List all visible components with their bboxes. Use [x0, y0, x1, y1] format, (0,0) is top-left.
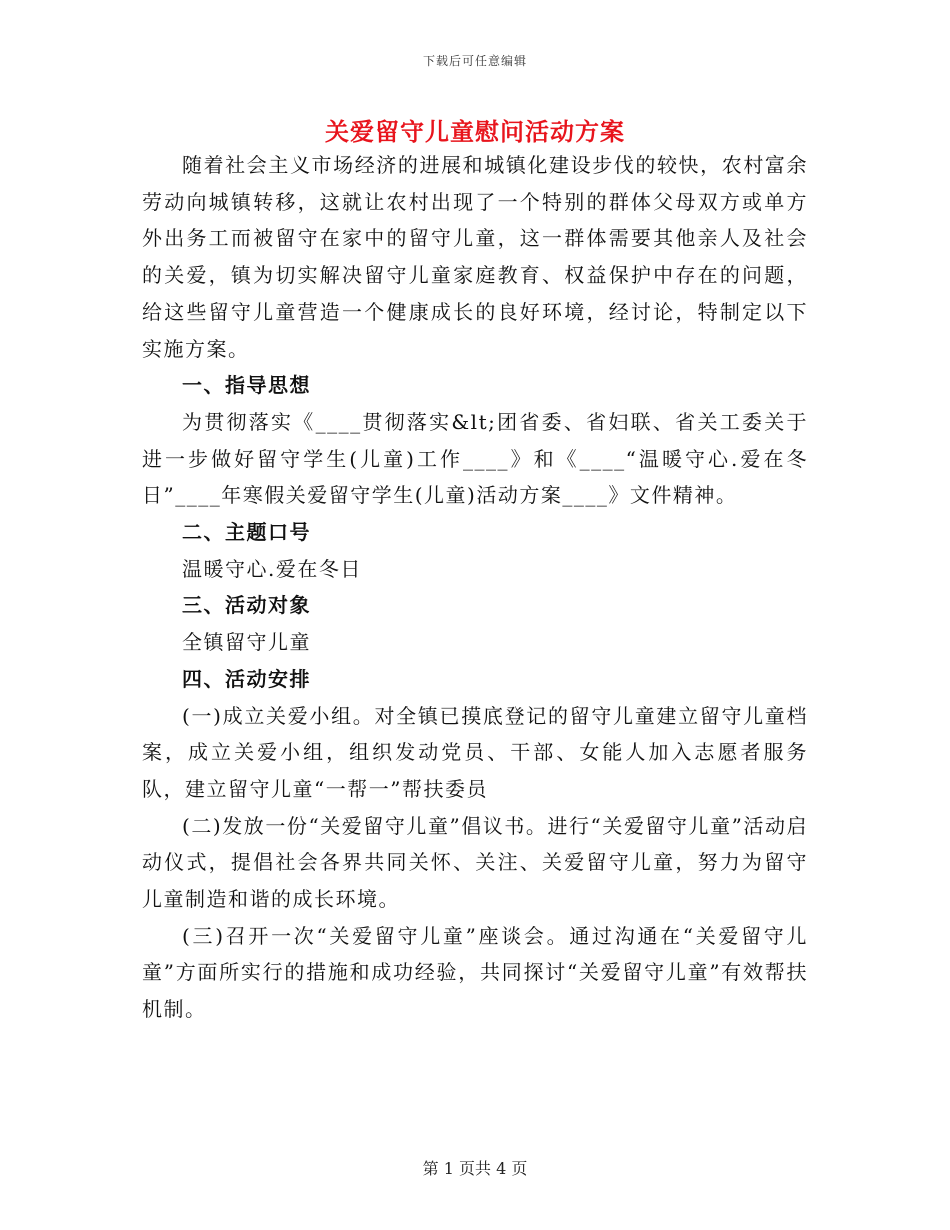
section-paragraph-guiding-ideology: 为贯彻落实《____贯彻落实&lt;团省委、省妇联、省关工委关于进一步做好留守学生(儿童)工作____》和《____“温暖守心.爱在冬日”____年寒假关爱留守学生(儿童)活动方案____》文件精神。: [142, 409, 808, 508]
activity-item-3: (三)召开一次“关爱留守儿童”座谈会。通过沟通在“关爱留守儿童”方面所实行的措施和成功经验，共同探讨“关爱留守儿童”有效帮扶机制。: [142, 923, 808, 1022]
header-note: 下载后可任意编辑: [422, 54, 527, 68]
document-title: 关爱留守儿童慰问活动方案: [325, 117, 625, 146]
section-heading-guiding-ideology: 一、指导思想: [182, 373, 311, 398]
section-paragraph-target-audience: 全镇留守儿童: [182, 630, 311, 655]
section-heading-theme-slogan: 二、主题口号: [182, 520, 311, 545]
intro-paragraph: 随着社会主义市场经济的进展和城镇化建设步伐的较快，农村富余劳动向城镇转移，这就让农村出现了一个特别的群体父母双方或单方外出务工而被留守在家中的留守儿童，这一群体需要其他亲人及社会的关爱，镇为切实解决留守儿童家庭教育、权益保护中存在的问题，给这些留守儿童营造一个健康成长的良好环境，经讨论，特制定以下实施方案。: [142, 153, 808, 361]
section-heading-activity-arrangement: 四、活动安排: [182, 666, 311, 691]
document-body: [142, 147, 808, 1028]
activity-item-1: (一)成立关爱小组。对全镇已摸底登记的留守儿童建立留守儿童档案，成立关爱小组，组织发动党员、干部、女能人加入志愿者服务队，建立留守儿童“一帮一”帮扶委员: [142, 703, 808, 801]
section-paragraph-theme-slogan: 温暖守心.爱在冬日: [182, 556, 362, 581]
page-number: 第 1 页共 4 页: [422, 1159, 528, 1178]
section-heading-target-audience: 三、活动对象: [182, 593, 311, 618]
activity-item-2: (二)发放一份“关爱留守儿童”倡议书。进行“关爱留守儿童”活动启动仪式，提倡社会各界共同关怀、关注、关爱留守儿童，努力为留守儿童制造和谐的成长环境。: [142, 813, 808, 912]
